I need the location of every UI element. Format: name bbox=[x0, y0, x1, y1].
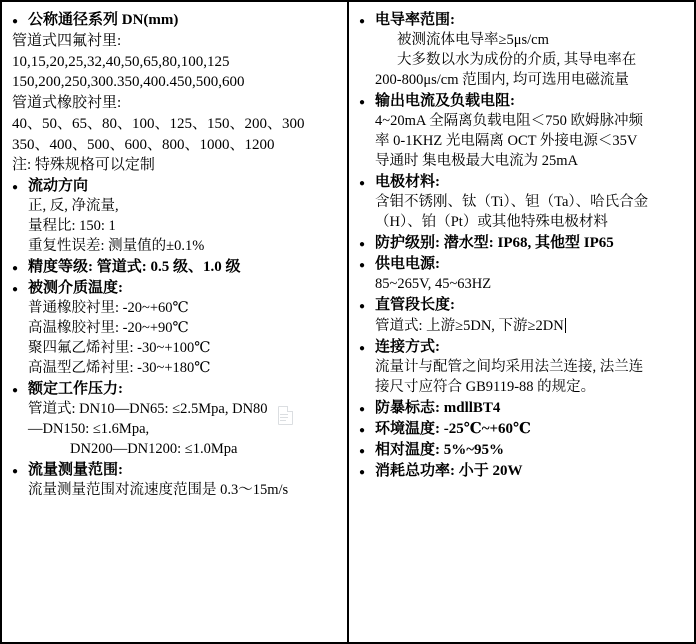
section-title: 连接方式: bbox=[375, 338, 440, 355]
section-title: 精度等级: 管道式: 0.5 级、1.0 级 bbox=[28, 259, 241, 275]
bullet-icon bbox=[359, 295, 375, 313]
section-item: DN200—DN1200: ≤1.0Mpa bbox=[70, 441, 238, 458]
right-section-explosion-proof-mark bbox=[359, 398, 688, 418]
section-item: 含钼不锈刚、钛（Ti）、钽（Ta）、哈氏合金 bbox=[375, 194, 649, 211]
right-section-straight-pipe-length bbox=[359, 295, 688, 335]
bullet-icon bbox=[359, 233, 375, 251]
section-item: （H）、铂（Pt）或其他特殊电极材料 bbox=[375, 214, 608, 231]
left-line-1: 10,15,20,25,32,40,50,65,80,100,125 bbox=[12, 53, 230, 70]
right-section-power-supply bbox=[359, 254, 688, 294]
bullet-icon bbox=[359, 419, 375, 437]
bullet-icon bbox=[12, 176, 28, 194]
right-section-electrode-material bbox=[359, 172, 688, 232]
bullet-icon bbox=[12, 10, 28, 28]
section-title-row bbox=[359, 91, 688, 111]
section-title: 电导率范围: bbox=[375, 12, 455, 28]
right-section-output-current bbox=[359, 91, 688, 171]
right-section-total-power bbox=[359, 461, 688, 481]
bullet-icon bbox=[359, 91, 375, 109]
text-cursor bbox=[565, 318, 566, 333]
section-item: 率 0-1KHZ 光电隔离 OCT 外接电源＜35V bbox=[375, 133, 638, 150]
section-item: 重复性误差: 测量值的±0.1% bbox=[28, 238, 205, 254]
section-title-row bbox=[12, 257, 341, 277]
section-item: 聚四氟乙烯衬里: -30~+100℃ bbox=[28, 340, 211, 357]
section-title-row bbox=[359, 172, 688, 192]
section-title: 消耗总功率: 小于 20W bbox=[375, 462, 523, 479]
section-title-row bbox=[359, 461, 688, 481]
section-item-with-caret bbox=[375, 316, 688, 336]
bullet-icon bbox=[12, 278, 28, 296]
right-section-connection-type bbox=[359, 337, 688, 397]
section-title-row bbox=[359, 419, 688, 439]
right-section-ambient-temperature bbox=[359, 419, 688, 439]
section-title: 流量测量范围: bbox=[28, 462, 123, 479]
left-line-5: 350、400、500、600、800、1000、1200 bbox=[12, 136, 275, 153]
section-title-row bbox=[359, 440, 688, 460]
section-title-row bbox=[359, 233, 688, 253]
section-title-row bbox=[359, 337, 688, 357]
section-title-row bbox=[12, 460, 341, 480]
section-title-row bbox=[359, 254, 688, 274]
bullet-icon bbox=[359, 10, 375, 28]
section-item: 4~20mA 全隔离负载电阻＜750 欧姆脉冲频 bbox=[375, 113, 644, 130]
left-section-flow-range bbox=[12, 460, 341, 500]
left-line-0: 管道式四氟衬里: bbox=[12, 33, 122, 50]
right-column bbox=[348, 0, 696, 644]
left-section-flow-direction bbox=[12, 176, 341, 256]
bullet-icon bbox=[359, 254, 375, 272]
section-title: 防暴标志: mdllBT4 bbox=[375, 399, 501, 416]
section-item: 正, 反, 净流量, bbox=[28, 198, 119, 214]
section-item: 高温型乙烯衬里: -30~+180℃ bbox=[28, 360, 211, 377]
section-item: 普通橡胶衬里: -20~+60℃ bbox=[28, 300, 189, 317]
left-line-4: 40、50、65、80、100、125、150、200、300 bbox=[12, 115, 305, 132]
section-item: 流量测量范围对流速度范围是 0.3～15m/s bbox=[28, 482, 289, 499]
section-item: 85~265V, 45~63HZ bbox=[375, 276, 492, 293]
section-title: 直管段长度: bbox=[375, 297, 455, 314]
section-title: 防护级别: 潜水型: IP68, 其他型 IP65 bbox=[375, 235, 614, 252]
section-item: 高温橡胶衬里: -20~+90℃ bbox=[28, 320, 189, 337]
bullet-icon bbox=[359, 337, 375, 355]
section-item: 被测流体电导率≥5μs/cm bbox=[397, 32, 549, 49]
section-item: 管道式: 上游≥5DN, 下游≥2DN bbox=[375, 317, 564, 334]
left-line-6: 注: 特殊规格可以定制 bbox=[12, 157, 155, 174]
section-item: 大多数以水为成份的介质, 其导电率在 bbox=[397, 52, 637, 69]
left-heading-block bbox=[12, 10, 341, 30]
left-line-2: 150,200,250,300.350,400.450,500,600 bbox=[12, 74, 245, 91]
section-item: 流量计与配管之间均采用法兰连接, 法兰连 bbox=[375, 358, 644, 375]
section-title-row bbox=[12, 176, 341, 196]
bullet-icon bbox=[359, 440, 375, 458]
section-title-row bbox=[12, 278, 341, 298]
bullet-icon bbox=[359, 461, 375, 479]
section-title: 相对温度: 5%~95% bbox=[375, 441, 505, 458]
section-title-row bbox=[359, 398, 688, 418]
left-line-3: 管道式橡胶衬里: bbox=[12, 95, 122, 112]
bullet-icon bbox=[12, 257, 28, 275]
section-title: 被测介质温度: bbox=[28, 280, 123, 297]
section-item: 200-800μs/cm 范围内, 均可选用电磁流量 bbox=[375, 72, 629, 89]
section-title: 电极材料: bbox=[375, 174, 440, 191]
right-section-protection-level bbox=[359, 233, 688, 253]
bullet-icon bbox=[359, 172, 375, 190]
section-title-row bbox=[12, 379, 341, 399]
section-item: —DN150: ≤1.6Mpa, bbox=[28, 421, 150, 438]
left-title: 公称通径系列 DN(mm) bbox=[28, 12, 179, 28]
bullet-icon bbox=[12, 460, 28, 478]
left-title-row bbox=[12, 10, 341, 30]
section-title-row bbox=[359, 10, 688, 30]
right-section-conductivity-range bbox=[359, 10, 688, 90]
left-section-accuracy bbox=[12, 257, 341, 277]
section-title: 流动方向 bbox=[28, 177, 89, 194]
section-item: 管道式: DN10—DN65: ≤2.5Mpa, DN80 bbox=[28, 401, 268, 418]
bullet-icon bbox=[359, 398, 375, 416]
section-title: 环境温度: -25℃~+60℃ bbox=[375, 420, 532, 437]
section-title: 供电电源: bbox=[375, 256, 440, 273]
section-item: 量程比: 150: 1 bbox=[28, 218, 116, 234]
section-title: 额定工作压力: bbox=[28, 381, 123, 398]
section-item: 接尺寸应符合 GB9119-88 的规定。 bbox=[375, 378, 596, 395]
section-title-row bbox=[359, 295, 688, 315]
left-section-medium-temperature bbox=[12, 278, 341, 378]
bullet-icon bbox=[12, 379, 28, 397]
document-watermark-icon bbox=[278, 406, 298, 428]
section-title: 输出电流及负载电阻: bbox=[375, 93, 515, 110]
right-section-relative-humidity bbox=[359, 440, 688, 460]
section-item: 导通时 集电极最大电流为 25mA bbox=[375, 153, 578, 170]
